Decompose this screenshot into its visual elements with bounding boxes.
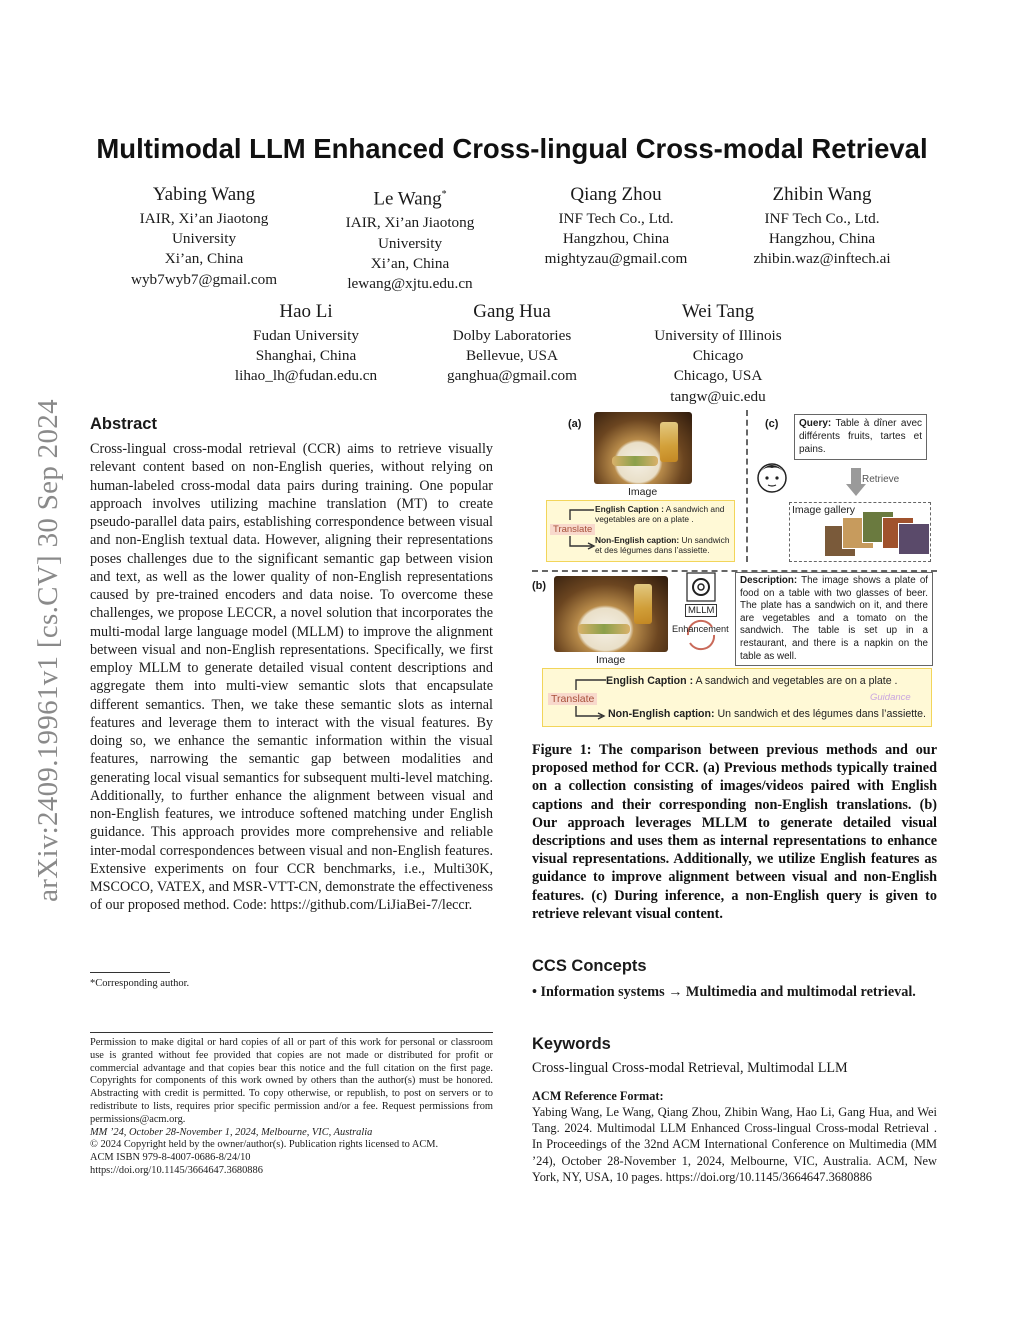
author-block bbox=[206, 300, 406, 387]
author-affiliation: INF Tech Co., Ltd. bbox=[558, 210, 674, 227]
abstract-body: Cross-lingual cross-modal retrieval (CCR) aims to retrieve visually relevant content based on non-English queries, without relying on human-labeled cross-modal data pairs during training. One popular approach involves utilizing machine translation (MT) to create pseudo-parallel data pairs, establishing correspondence between visual and non-English textual data. However, aligning their representations poses challenges due to the significant semantic gap between vision and text, as well as the lower quality of non-English representations caused by pre-trained encoders and data noise. To overcome these challenges, we propose LECCR, a novel solution that incorporates the multi-modal large language model (MLLM) to improve the alignment between visual and non-English representations. Specifically, we first employ MLLM to generate detailed visual content descriptions and aggregate them into multi-view semantic slots that encapsulate different semantics. Then, we take these semantic slots as internal features and leverage them to interact with the visual features. By doing so, we enhance the semantic information within the visual features, narrowing the semantic gap between modalities and generating local visual semantics for subsequent multi-level matching. Additionally, to further enhance the alignment between visual and non-English features, we introduce softened matching under English guidance. This approach provides more comprehensive and reliable inter-modal correspondences between visual and non-English features. Extensive experiments on four CCR benchmarks, i.e., Multi30K, MSCOCO, VATEX, and MSR-VTT-CN, demonstrate the effectiveness of our proposed method. Code: https://github.com/LiJiaBei-7/leccr. bbox=[90, 441, 493, 914]
abstract-heading: Abstract bbox=[90, 415, 157, 433]
keywords-text: Cross-lingual Cross-modal Retrieval, Multimodal LLM bbox=[532, 1060, 848, 1076]
gallery-thumbnail bbox=[898, 523, 930, 555]
openai-logo-icon bbox=[686, 572, 716, 602]
author-block bbox=[412, 300, 612, 387]
figure-caption: Figure 1: The comparison between previous methods and our proposed method for CCR. (a) Previous methods typically trained on a collection consisting of images/videos paired with English captions and their corresponding non-English translations. (b) Our approach leverages MLLM to generate detailed visual descriptions and uses them as internal representations to enhance visual representations. Additionally, we utilize English features as guidance to improve alignment between visual and non-English features. (c) During inference, a non-English query is given to retrieve relevant visual content. bbox=[532, 742, 937, 922]
arrow-icon bbox=[572, 676, 608, 720]
author-affiliation: Dolby Laboratories bbox=[452, 327, 572, 344]
food-image-a bbox=[594, 412, 692, 484]
author-email[interactable]: mightyzau@gmail.com bbox=[544, 250, 688, 268]
english-caption-a: English Caption : A sandwich and vegetables are on a plate . bbox=[595, 504, 725, 524]
image-gallery-label: Image gallery bbox=[792, 504, 856, 516]
author-name: Le Wang* bbox=[373, 188, 447, 210]
corresponding-mark: * bbox=[441, 189, 447, 200]
reference-heading: ACM Reference Format: bbox=[532, 1089, 664, 1103]
image-gallery-box bbox=[789, 502, 931, 562]
author-name: Yabing Wang bbox=[152, 184, 256, 205]
author-location: Bellevue, USA bbox=[466, 347, 558, 365]
author-name: Hao Li bbox=[279, 301, 333, 322]
author-name: Zhibin Wang bbox=[772, 184, 872, 205]
permission-text: Permission to make digital or hard copies of all or part of this work for personal or classroom use is granted without fee provided that copies are not made or distributed for profit or commercial advantage and that copies bear this notice and the full citation on the first page. Copyrights for components of this work owned by others than the author(s) must be honored. Abstracting with credit is permitted. To copy otherwise, or republish, to post on servers or to redistribute to lists, requires prior specific permission and/or a fee. Request permissions from permissions@acm.org. bbox=[90, 1037, 493, 1125]
author-block bbox=[722, 183, 922, 270]
paper-title: Multimodal LLM Enhanced Cross-lingual Cross-modal Retrieval bbox=[96, 133, 928, 164]
keywords-heading: Keywords bbox=[532, 1035, 611, 1053]
author-location: Xi’an, China bbox=[164, 250, 244, 268]
author-block bbox=[618, 300, 818, 407]
enhancement-label: Enhancement bbox=[672, 624, 729, 634]
retrieve-label: Retrieve bbox=[862, 474, 900, 485]
panel-b-label: (b) bbox=[532, 580, 547, 592]
reference-text: Yabing Wang, Le Wang, Qiang Zhou, Zhibin Wang, Hao Li, Gang Hua, and Wei Tang. 2024. Multimodal LLM Enhanced Cross-lingual Cross-modal Retrieval . In Proceedings of the 32nd ACM International Conference on Multimedia (MM ’24), October 28-November 1, 2024, Melbourne, VIC, Australia. ACM, New York, NY, USA, 10 pages. https://doi.org/10.1145/3664647.3680886 bbox=[532, 1105, 937, 1184]
non-english-caption-b: Non-English caption: Un sandwich et des légumes dans l’assiette. bbox=[608, 708, 926, 720]
non-english-caption-a: Non-English caption: Un sandwich et des légumes dans l’assiette. bbox=[595, 535, 730, 555]
footnote: *Corresponding author. bbox=[90, 978, 190, 989]
footnote-rule bbox=[90, 972, 170, 973]
author-affiliation: Chicago bbox=[692, 347, 744, 365]
ccs-item: • Information systems → Multimedia and multimodal retrieval. bbox=[532, 984, 916, 1000]
panel-a-label: (a) bbox=[568, 418, 582, 430]
isbn-line: ACM ISBN 979-8-4007-0686-8/24/10 bbox=[90, 1152, 251, 1164]
doi-link[interactable]: https://doi.org/10.1145/3664647.3680886 bbox=[90, 1164, 263, 1176]
author-affiliation: IAIR, Xi’an Jiaotong bbox=[139, 210, 269, 227]
image-label-b: Image bbox=[596, 654, 626, 666]
author-affiliation: University bbox=[377, 234, 443, 252]
author-email[interactable]: lihao_lh@fudan.edu.cn bbox=[234, 367, 378, 385]
author-block bbox=[104, 183, 304, 290]
description-box: Description: The image shows a plate of food on a table with two glasses of beer. The plate has a sandwich on it, and there are vegetables and a tomato on the sandwich. The table is set up in a restaurant, and there is a napkin on the table as well. bbox=[735, 572, 933, 666]
author-email[interactable]: wyb7wyb7@gmail.com bbox=[130, 270, 278, 288]
author-block bbox=[310, 183, 510, 294]
panel-c-label: (c) bbox=[765, 418, 779, 430]
author-location: Chicago, USA bbox=[673, 367, 763, 385]
figure-divider-vertical bbox=[746, 410, 748, 562]
arrow-icon bbox=[566, 506, 596, 552]
author-email[interactable]: ganghua@gmail.com bbox=[447, 367, 577, 385]
author-name: Qiang Zhou bbox=[570, 184, 662, 205]
author-location: Xi’an, China bbox=[370, 254, 450, 272]
author-email[interactable]: lewang@xjtu.edu.cn bbox=[347, 274, 473, 292]
english-caption-b: English Caption : A sandwich and vegetables are on a plate . bbox=[606, 675, 898, 687]
user-face-icon bbox=[754, 458, 790, 494]
author-name: Gang Hua bbox=[473, 301, 551, 322]
image-label-a: Image bbox=[628, 486, 658, 498]
figure-1 bbox=[532, 410, 937, 732]
author-location: Shanghai, China bbox=[255, 347, 357, 365]
author-affiliation: University bbox=[171, 230, 237, 248]
permission-rule bbox=[90, 1032, 493, 1033]
ccs-heading: CCS Concepts bbox=[532, 957, 647, 975]
translate-tag-b: Translate bbox=[548, 693, 597, 705]
copyright-line: © 2024 Copyright held by the owner/author(s). Publication rights licensed to ACM. bbox=[90, 1139, 439, 1151]
food-image-b bbox=[554, 576, 668, 652]
guidance-label: Guidance bbox=[870, 692, 911, 703]
author-block bbox=[516, 183, 716, 270]
query-box: Query: Table à dîner avec différents fruits, tartes et pains. bbox=[794, 414, 927, 460]
translate-tag-a: Translate bbox=[550, 524, 595, 535]
permission-block bbox=[90, 1037, 493, 1178]
author-location: Hangzhou, China bbox=[562, 230, 670, 248]
author-affiliation: INF Tech Co., Ltd. bbox=[764, 210, 880, 227]
author-affiliation: IAIR, Xi’an Jiaotong bbox=[345, 214, 475, 232]
author-email[interactable]: tangw@uic.edu bbox=[670, 387, 766, 405]
author-email[interactable]: zhibin.waz@inftech.ai bbox=[753, 250, 891, 268]
author-affiliation: Fudan University bbox=[253, 327, 359, 344]
author-location: Hangzhou, China bbox=[768, 230, 876, 248]
arxiv-identifier bbox=[24, 360, 72, 940]
arxiv-identifier-text: arXiv:2409.19961v1 [cs.CV] 30 Sep 2024 bbox=[31, 398, 64, 902]
author-name: Wei Tang bbox=[681, 301, 755, 322]
mllm-label: MLLM bbox=[685, 604, 717, 617]
venue-line: MM ’24, October 28-November 1, 2024, Melbourne, VIC, Australia bbox=[90, 1126, 373, 1138]
author-affiliation: University of Illinois bbox=[654, 327, 782, 344]
